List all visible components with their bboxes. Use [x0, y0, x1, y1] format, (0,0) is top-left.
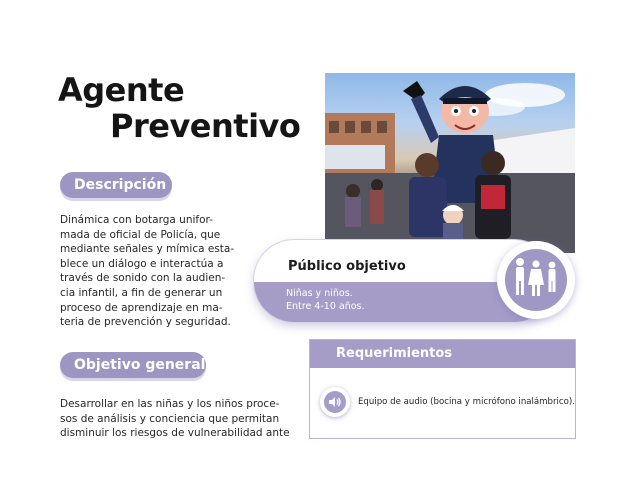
- descripcion-line: cia infantil, a fin de generar un: [60, 286, 223, 299]
- descripcion-line: blece un diálogo e interactúa a: [60, 257, 224, 270]
- objetivo-text: [60, 397, 310, 441]
- objetivo-heading: Objetivo general: [60, 352, 206, 378]
- page-title: [58, 72, 318, 144]
- speaker-icon: [328, 395, 342, 409]
- mascot-photo: [325, 73, 575, 253]
- publico-objetivo-line-1: Niñas y niños.: [286, 288, 353, 299]
- descripcion-heading: Descripción: [60, 172, 172, 198]
- descripcion-line: través de sonido con la audien-: [60, 272, 226, 285]
- descripcion-line: Dinámica con botarga unifor-: [60, 214, 213, 226]
- objetivo-line: disminuir los riesgos de vulnerabilidad ante: [60, 427, 290, 440]
- descripcion-text: [60, 213, 238, 330]
- requerimientos-item: Equipo de audio (bocina y micrófono inalámbrico).: [358, 397, 575, 407]
- requerimientos-box: [309, 339, 576, 439]
- descripcion-line: mediante señales y mímica esta-: [60, 243, 235, 256]
- descripcion-line: mada de oficial de Policía, que: [60, 228, 221, 241]
- speaker-icon-badge: [320, 387, 350, 417]
- objetivo-line: Desarrollar en las niñas y los niños proce-: [60, 398, 280, 410]
- objetivo-line: sos de análisis y conciencia que permitan: [60, 412, 280, 425]
- page-title-line-2: Preventivo: [110, 107, 301, 145]
- people-icon: [509, 256, 563, 304]
- publico-objetivo-heading: Público objetivo: [288, 259, 406, 274]
- page-title-line-1: Agente: [58, 71, 185, 109]
- mascot-photo-illustration: [325, 73, 575, 253]
- descripcion-line: teria de prevención y seguridad.: [60, 316, 231, 329]
- people-icon-badge: [497, 241, 575, 319]
- requerimientos-heading: Requerimientos: [310, 340, 575, 368]
- descripcion-line: proceso de aprendizaje en ma-: [60, 301, 223, 314]
- publico-objetivo-line-2: Entre 4-10 años.: [286, 301, 365, 312]
